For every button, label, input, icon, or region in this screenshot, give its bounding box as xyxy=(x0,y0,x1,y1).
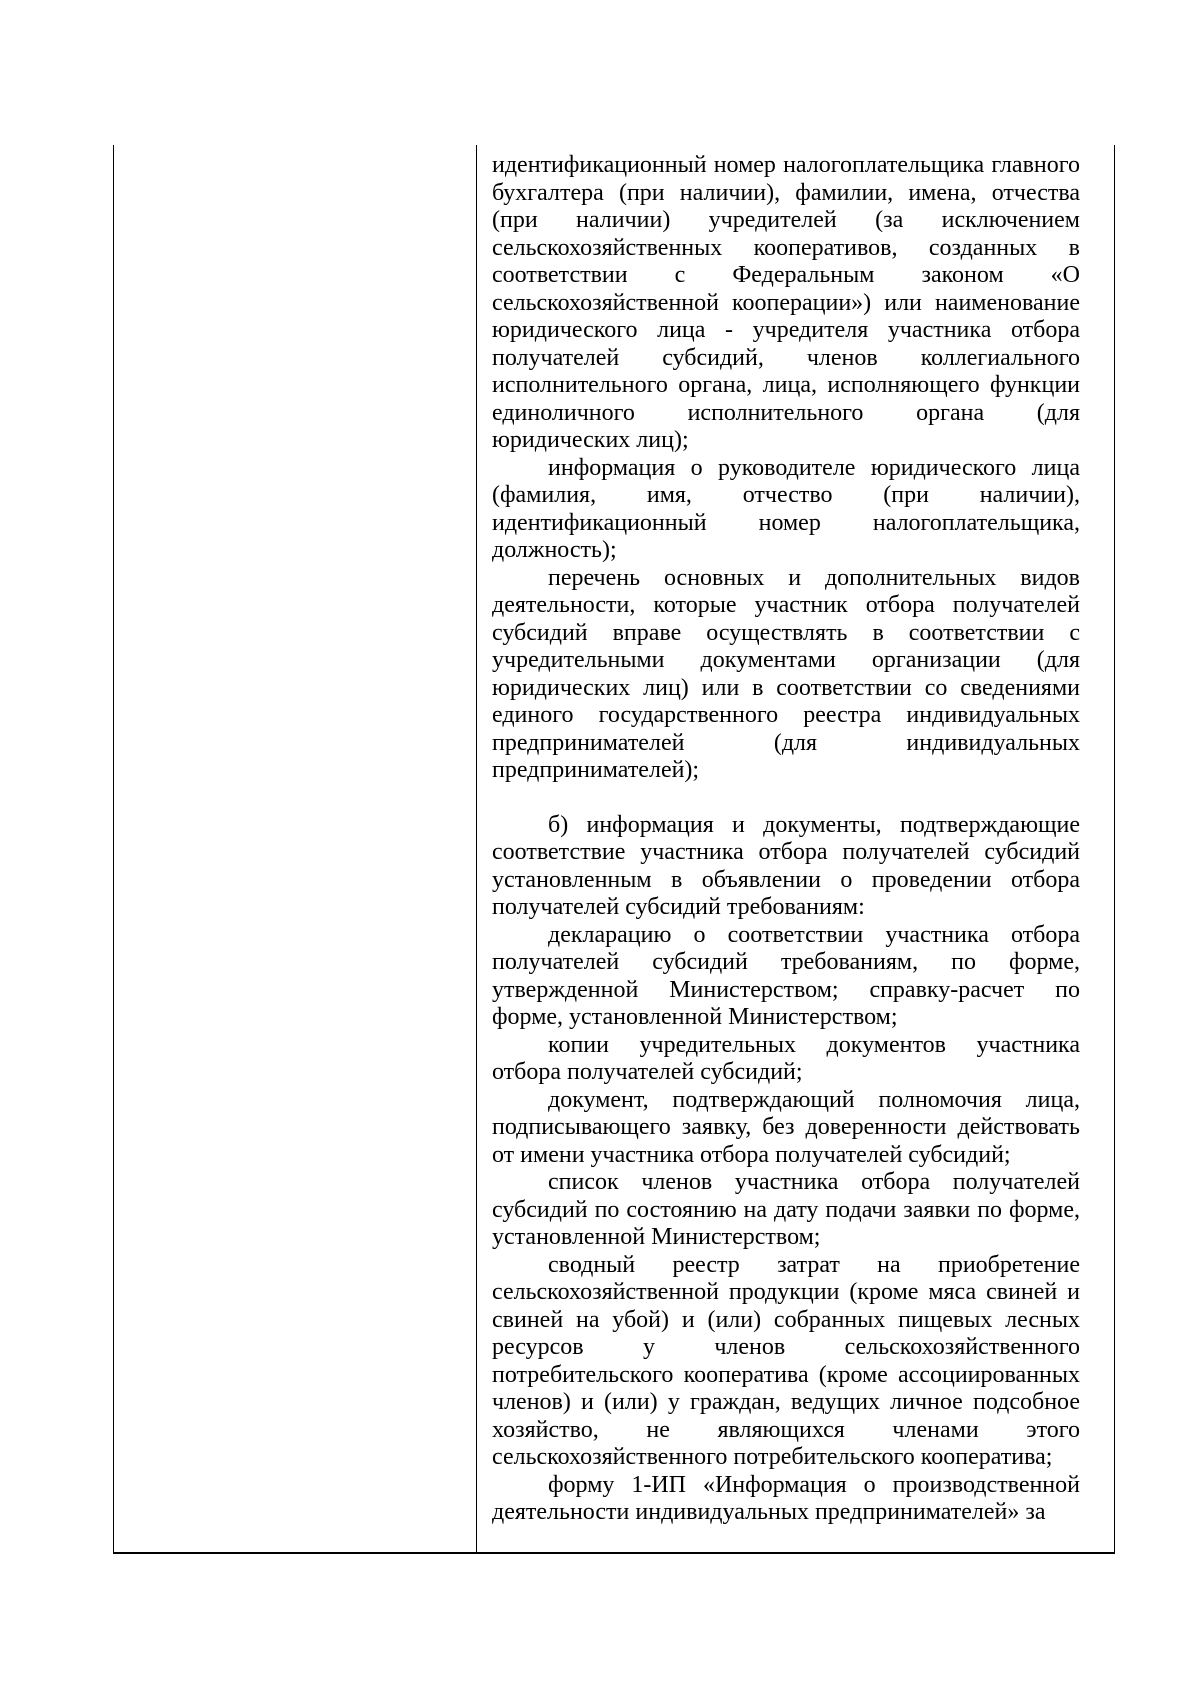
paragraph-5: декларацию о соответствии участника отбора получателей субсидий требованиям, по форме, утвержденной Министерством; справку-расчет по форме, установленной Министерством; xyxy=(492,921,1080,1030)
paragraph-1: идентификационный номер налогоплательщика главного бухгалтера (при наличии), фамилии, имена, отчества (при наличии) учредителей (за исключением сельскохозяйственных кооперативов, созданных в соответствии с Федеральным законом «О сельскохозяйственной кооперации») или наименование юридического лица - учредителя участника отбора получателей субсидий, членов коллегиального исполнительного органа, лица, исполняющего функции единоличного исполнительного органа (для юридических лиц); xyxy=(492,152,1080,453)
document-table xyxy=(113,145,1115,1554)
paragraph-4: б) информация и документы, подтверждающие соответствие участника отбора получателей субсидий установленным в объявлении о проведении отбора получателей субсидий требованиям: xyxy=(492,811,1080,920)
table-right-column xyxy=(492,152,1080,1527)
paragraph-7: документ, подтверждающий полномочия лица, подписывающего заявку, без доверенности действовать от имени участника отбора получателей субсидий; xyxy=(492,1086,1080,1168)
paragraph-10: форму 1-ИП «Информация о производственной деятельности индивидуальных предпринимателей» за xyxy=(492,1471,1080,1525)
paragraph-3: перечень основных и дополнительных видов деятельности, которые участник отбора получателей субсидий вправе осуществлять в соответствии с учредительными документами организации (для юридических лиц) или в соответствии со сведениями единого государственного реестра индивидуальных предпринимателей (для индивидуальных предпринимателей); xyxy=(492,564,1080,783)
paragraph-2: информация о руководителе юридического лица (фамилия, имя, отчество (при наличии), идентификационный номер налогоплательщика, должность); xyxy=(492,454,1080,563)
paragraph-9: сводный реестр затрат на приобретение сельскохозяйственной продукции (кроме мяса свиней и свиней на убой) и (или) собранных пищевых лесных ресурсов у членов сельскохозяйственного потребительского кооператива (кроме ассоциированных членов) и (или) у граждан, ведущих личное подсобное хозяйство, не являющихся членами этого сельскохозяйственного потребительского кооператива; xyxy=(492,1251,1080,1470)
table-left-column xyxy=(114,145,477,1552)
paragraph-8: список членов участника отбора получателей субсидий по состоянию на дату подачи заявки по форме, установленной Министерством; xyxy=(492,1169,1080,1250)
paragraph-6: копии учредительных документов участника отбора получателей субсидий; xyxy=(492,1031,1080,1085)
paragraph-gap xyxy=(492,785,1080,812)
